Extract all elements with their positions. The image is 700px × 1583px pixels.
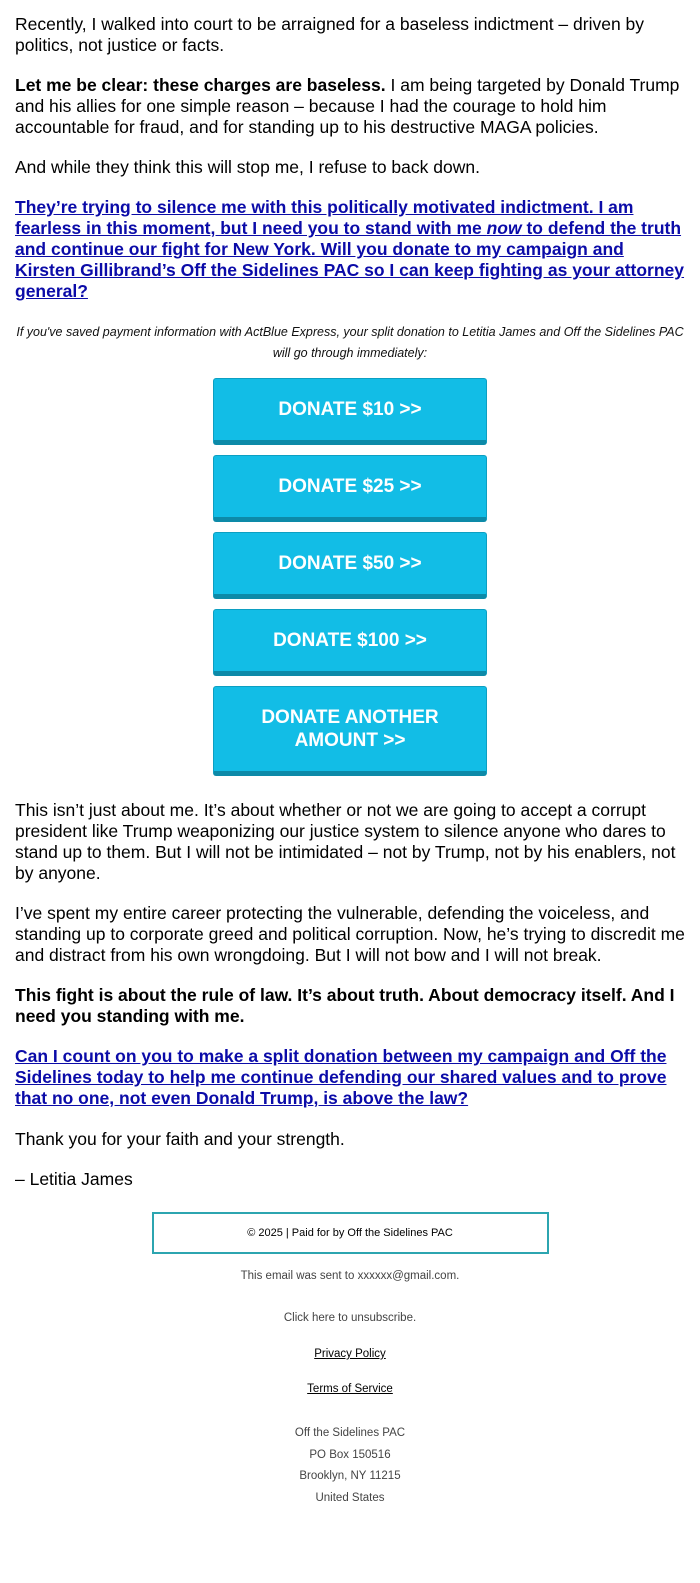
- donate-50-button[interactable]: DONATE $50 >>: [213, 532, 487, 599]
- split-donation-link[interactable]: Can I count on you to make a split donation between my campaign and Off the Sidelines today to help me continue defending our shared values and to prove that no one, not even Donald Trump, is above the law?: [15, 1046, 667, 1108]
- donate-appeal-link[interactable]: They’re trying to silence me with this politically motivated indictment. I am fearless in this moment, but I need you to stand with me now to defend the truth and continue our fight for New York. Will you donate to my campaign and Kirsten Gillibrand’s Off the Sidelines PAC so I can keep fighting as your attorney general?: [15, 197, 685, 301]
- donate-other-amount-button[interactable]: DONATE ANOTHER AMOUNT >>: [213, 686, 487, 776]
- donate-100-button[interactable]: DONATE $100 >>: [213, 609, 487, 676]
- rule-of-law-paragraph: This fight is about the rule of law. It’s about truth. About democracy itself. And I need you standing with me.: [15, 985, 675, 1026]
- unsubscribe-link[interactable]: Click here to unsubscribe.: [283, 1312, 417, 1324]
- donate-10-button[interactable]: DONATE $10 >>: [213, 378, 487, 445]
- refuse-paragraph: And while they think this will stop me, I refuse to back down.: [15, 157, 480, 177]
- paid-for-text: © 2025 | Paid for by Off the Sidelines PAC: [247, 1227, 453, 1239]
- mailing-address: [15, 1423, 685, 1509]
- donate-appeal-paragraph: [15, 197, 685, 302]
- charges-text: I am being targeted by Donald Trump and his allies for one simple reason – because I had the courage to hold him accountable for fraud, and for standing up to his destructive MAGA policies.: [15, 75, 680, 137]
- career-paragraph: I’ve spent my entire career protecting the vulnerable, defending the voiceless, and standing up to corporate greed and political corruption. Now, he’s trying to discredit me and distract from his own wrongdoing. But I will not bow and I will not break.: [15, 903, 685, 965]
- address-line: United States: [315, 1491, 385, 1504]
- signature: – Letitia James: [15, 1169, 133, 1189]
- sent-to-text: This email was sent to xxxxxx@gmail.com.: [240, 1270, 460, 1282]
- charges-paragraph: [15, 75, 685, 138]
- donate-buttons: [15, 378, 685, 776]
- email-footer: [15, 1212, 685, 1539]
- privacy-policy-link[interactable]: Privacy Policy: [314, 1348, 386, 1360]
- terms-of-service-link[interactable]: Terms of Service: [307, 1383, 393, 1395]
- thanks-paragraph: Thank you for your faith and your strength.: [15, 1129, 345, 1149]
- address-line: PO Box 150516: [309, 1448, 391, 1461]
- address-line: Off the Sidelines PAC: [294, 1427, 406, 1439]
- actblue-note: If you've saved payment information with ActBlue Express, your split donation to Letitia James and Off the Sidelines PAC will go through immediately:: [16, 325, 684, 360]
- donate-25-button[interactable]: DONATE $25 >>: [213, 455, 487, 522]
- charges-bold-text: Let me be clear: these charges are baseless.: [15, 75, 386, 95]
- split-donation-paragraph: [15, 1046, 685, 1109]
- paid-for-box: [152, 1212, 549, 1254]
- about-paragraph: This isn’t just about me. It’s about whether or not we are going to accept a corrupt president like Trump weaponizing our justice system to silence anyone who dares to stand up to them. But I will not be intimidated – not by Trump, not by his enablers, not by anyone.: [15, 800, 676, 883]
- intro-paragraph: Recently, I walked into court to be arraigned for a baseless indictment – driven by politics, not justice or facts.: [15, 14, 645, 55]
- address-line: Brooklyn, NY 11215: [299, 1470, 401, 1482]
